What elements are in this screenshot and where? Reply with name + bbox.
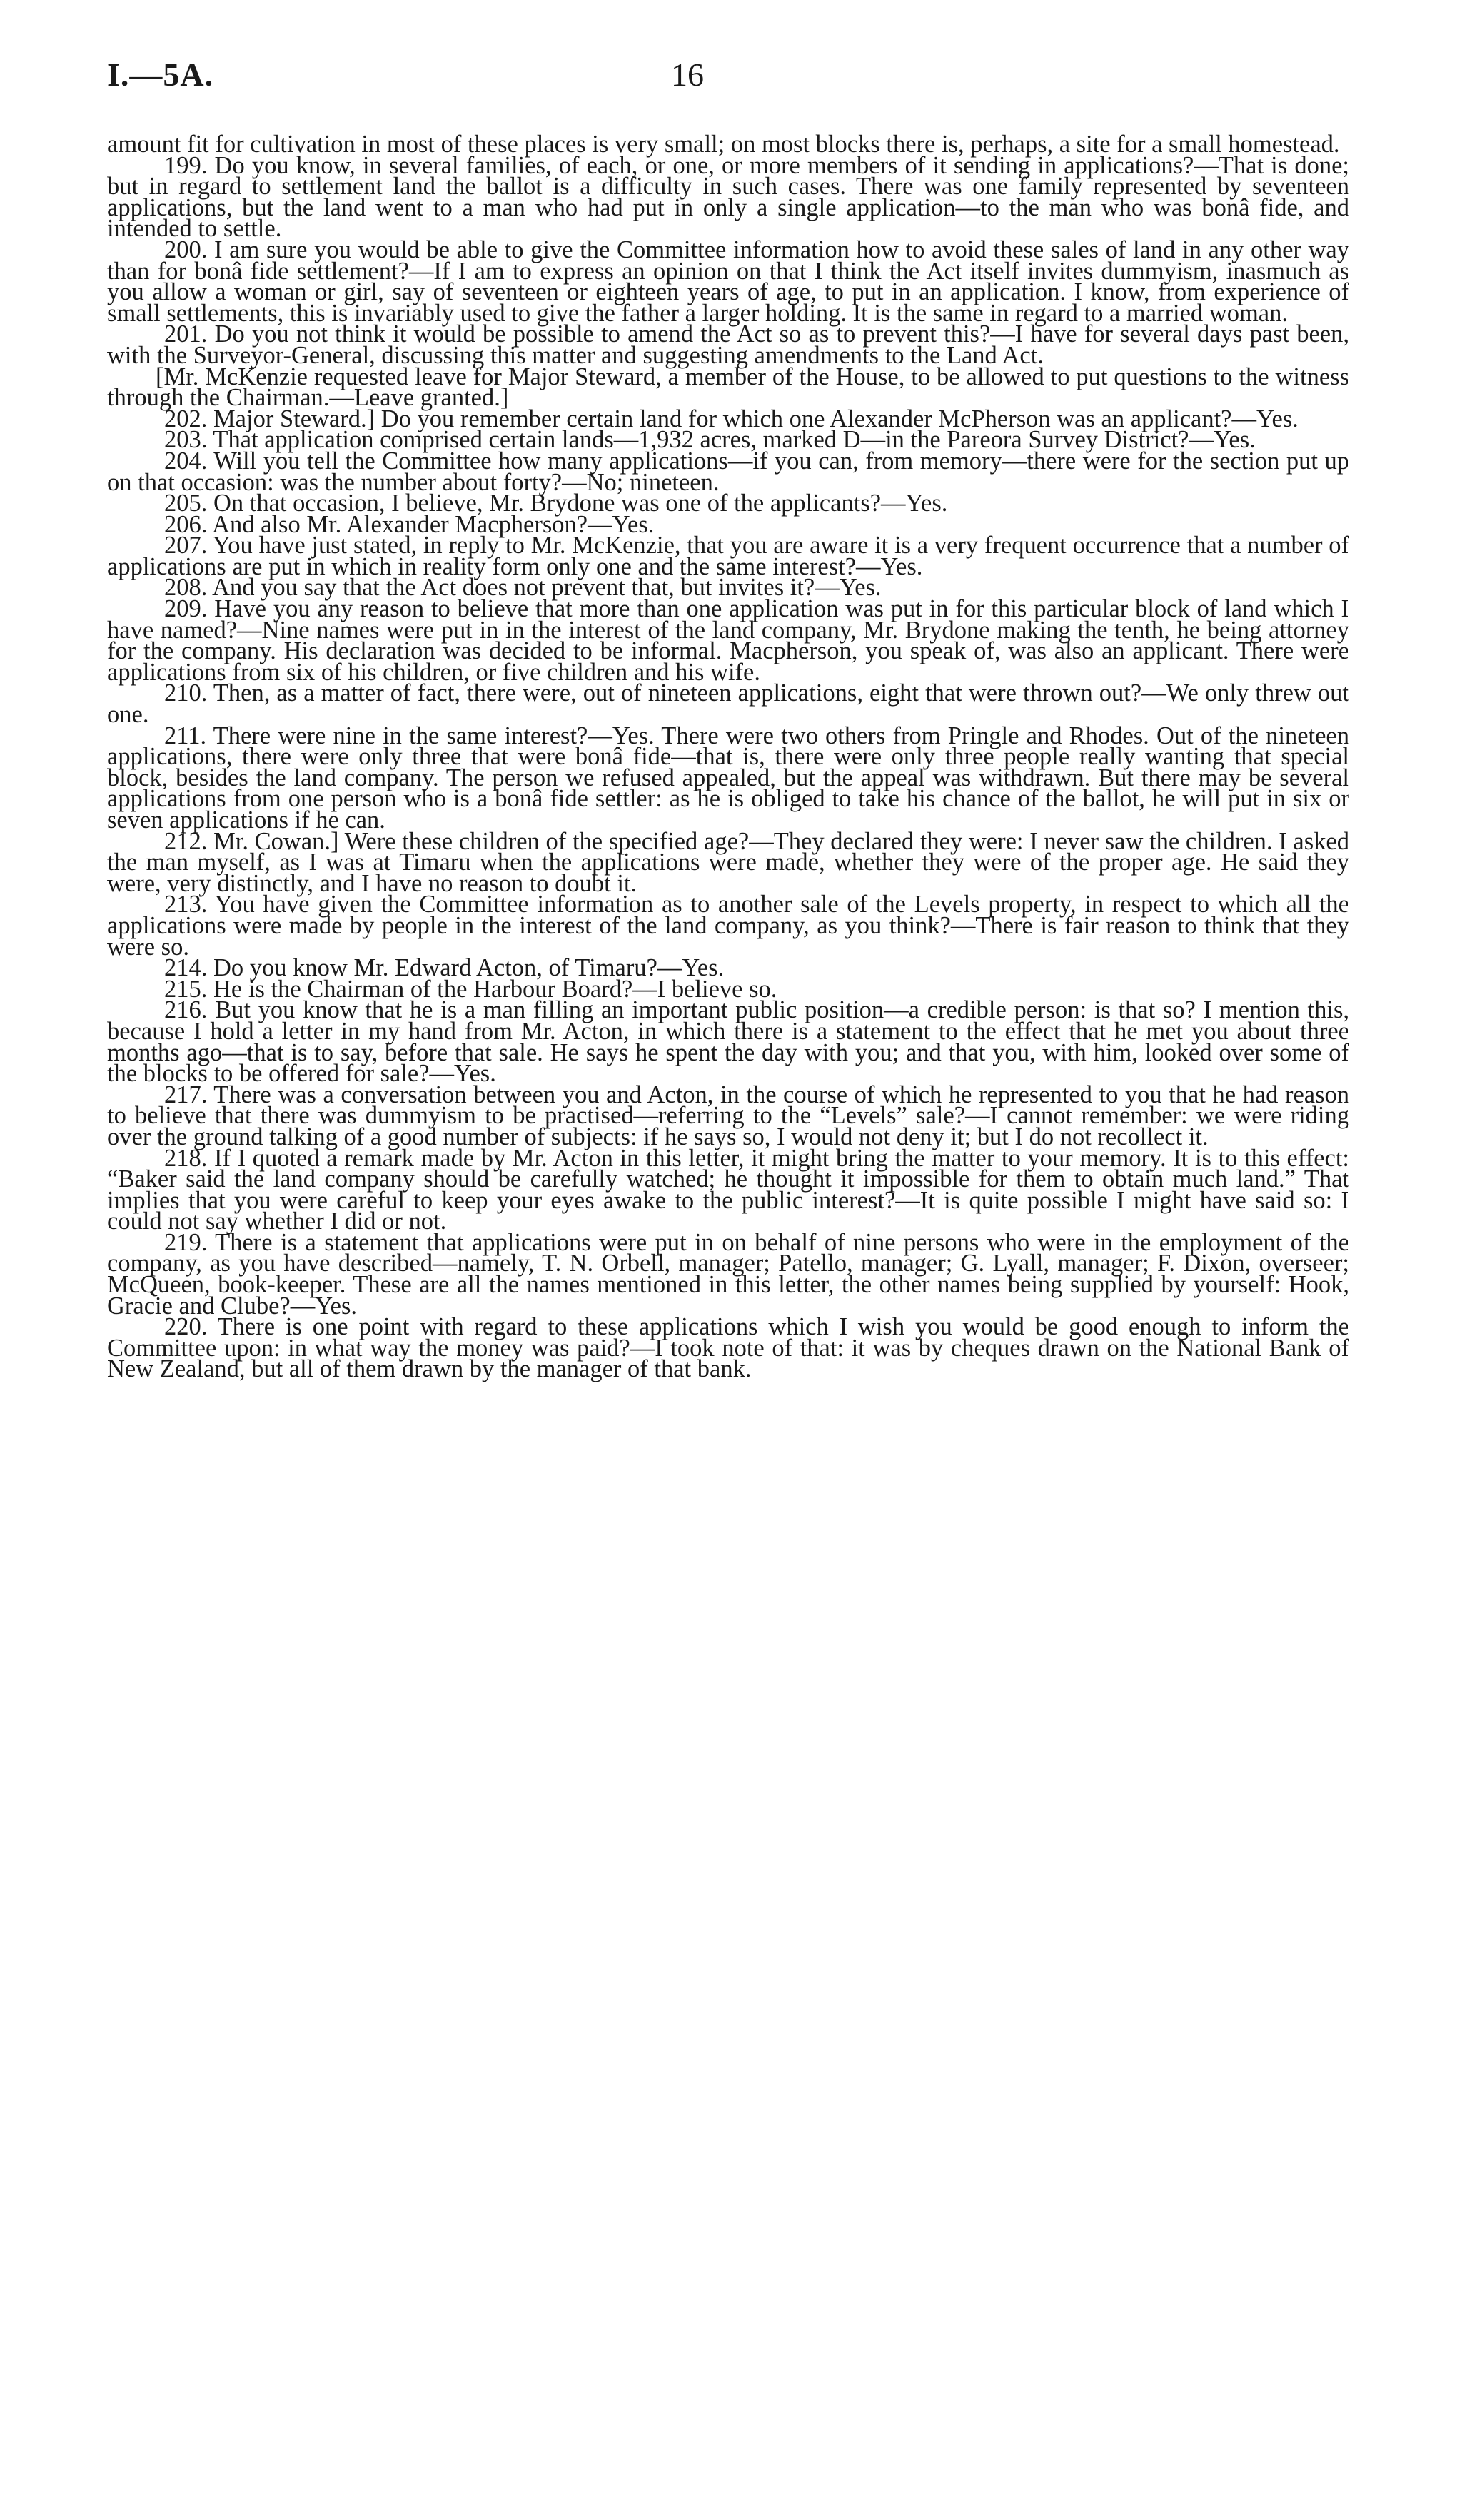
paragraph-continuation: amount fit for cultivation in most of these places is very small; on most blocks there is, perhaps, a site for a small homestead. bbox=[107, 131, 1340, 158]
question-213: 213. You have given the Committee information as to another sale of the Levels property, in respect to which all the applications were made by people in the interest of the land company, as you think?—There is fair reason to think that they were so. bbox=[107, 891, 1349, 961]
question-215: 215. He is the Chairman of the Harbour Board?—I believe so. bbox=[164, 975, 777, 1003]
document-reference: I.—5A. bbox=[107, 56, 214, 93]
document-body bbox=[107, 131, 1349, 1383]
question-212: 212. Mr. Cowan.] Were these children of the specified age?—They declared they were: I never saw the children. I asked the man myself, as I was at Timaru when the applications were made, whether they were of the proper age. He said they were, very distinctly, and I have no reason to doubt it. bbox=[107, 827, 1349, 897]
question-211: 211. There were nine in the same interest?—Yes. There were two others from Pringle and Rhodes. Out of the nineteen applications, there were only three that were bonâ fide—that is, there were only three people really wanting that special block, besides the land company. The person we refused appealed, but the appeal was withdrawn. But there may be several applications from one person who is a bonâ fide settler: as he is obliged to take his chance of the ballot, he will put in six or seven applications if he can. bbox=[107, 722, 1349, 834]
question-217: 217. There was a conversation between you and Acton, in the course of which he represented to you that he had reason to believe that there was dummyism to be practised—referring to the “Levels” sale?—I cannot remember: we were riding over the ground talking of a good number of subjects: if he says so, I would not deny it; but I do not recollect it. bbox=[107, 1081, 1349, 1150]
procedural-note: [Mr. McKenzie requested leave for Major Steward, a member of the House, to be allowed to put questions to the witness through the Chairman.—Leave granted.] bbox=[107, 363, 1349, 412]
page-header bbox=[107, 56, 1349, 106]
question-206: 206. And also Mr. Alexander Macpherson?—Yes. bbox=[164, 510, 655, 538]
question-216: 216. But you know that he is a man filling an important public position—a credible person: is that so? I mention this, because I hold a letter in my hand from Mr. Acton, in which there is a statement to the effect that he met you about three months ago—that is to say, before that sale. He says he spent the day with you; and that you, with him, looked over some of the blocks to be offered for sale?—Yes. bbox=[107, 996, 1349, 1088]
question-207: 207. You have just stated, in reply to Mr. McKenzie, that you are aware it is a very frequent occurrence that a number of applications are put in which in reality form only one and the same interest?—Yes. bbox=[107, 532, 1349, 580]
page-number: 16 bbox=[671, 56, 704, 93]
question-204: 204. Will you tell the Committee how many applications—if you can, from memory—there were for the section put up on that occasion: was the number about forty?—No; nineteen. bbox=[107, 447, 1349, 496]
question-201: 201. Do you not think it would be possible to amend the Act so as to prevent this?—I have for several days past been, with the Surveyor-General, discussing this matter and suggesting amendments to the Land Act. bbox=[107, 320, 1349, 369]
question-219: 219. There is a statement that applications were put in on behalf of nine persons who were in the employment of the company, as you have described—namely, T. N. Orbell, manager; Patello, manager; G. Lyall, manager; F. Dixon, overseer; McQueen, book-keeper. These are all the names mentioned in this letter, the other names being supplied by yourself: Hook, Gracie and Clube?—Yes. bbox=[107, 1228, 1349, 1320]
question-200: 200. I am sure you would be able to give the Committee information how to avoid these sales of land in any other way than for bonâ fide settlement?—If I am to express an opinion on that I think the Act itself invites dummyism, inasmuch as you allow a woman or girl, say of seventeen or eighteen years of age, to put in an application. I know, from experience of small settlements, this is invariably used to give the father a larger holding. It is the same in regard to a married woman. bbox=[107, 236, 1349, 327]
question-214: 214. Do you know Mr. Edward Acton, of Timaru?—Yes. bbox=[164, 954, 725, 982]
question-209: 209. Have you any reason to believe that more than one application was put in for this particular block of land which I have named?—Nine names were put in in the interest of the land company, Mr. Brydone making the tenth, he being attorney for the company. His declaration was decided to be informal. Macpherson, you speak of, was also an applicant. There were applications from six of his children, or five children and his wife. bbox=[107, 595, 1349, 686]
question-202: 202. Major Steward.] Do you remember certain land for which one Alexander McPherson was an applicant?—Yes. bbox=[164, 405, 1299, 432]
question-220: 220. There is one point with regard to these applications which I wish you would be good enough to inform the Committee upon: in what way the money was paid?—I took note of that: it was by cheques drawn on the National Bank of New Zealand, but all of them drawn by the manager of that bank. bbox=[107, 1313, 1349, 1383]
question-199: 199. Do you know, in several families, of each, or one, or more members of it sending in applications?—That is done; but in regard to settlement land the ballot is a difficulty in such cases. There was one family represented by seventeen applications, but the land went to a man who had put in only a single application—to the man who was bonâ fide, and intended to settle. bbox=[107, 151, 1349, 243]
question-210: 210. Then, as a matter of fact, there were, out of nineteen applications, eight that were thrown out?—We only threw out one. bbox=[107, 679, 1349, 729]
question-203: 203. That application comprised certain lands—1,932 acres, marked D—in the Pareora Survey District?—Yes. bbox=[164, 426, 1256, 454]
question-205: 205. On that occasion, I believe, Mr. Brydone was one of the applicants?—Yes. bbox=[164, 490, 948, 517]
question-208: 208. And you say that the Act does not prevent that, but invites it?—Yes. bbox=[164, 574, 882, 602]
question-218: 218. If I quoted a remark made by Mr. Acton in this letter, it might bring the matter to your memory. It is to this effect: “Baker said the land company should be carefully watched; he thought it impossible for them to obtain much land.” That implies that you were careful to keep your eyes awake to the public interest?—It is quite possible I might have said so: I could not say whether I did or not. bbox=[107, 1144, 1349, 1235]
